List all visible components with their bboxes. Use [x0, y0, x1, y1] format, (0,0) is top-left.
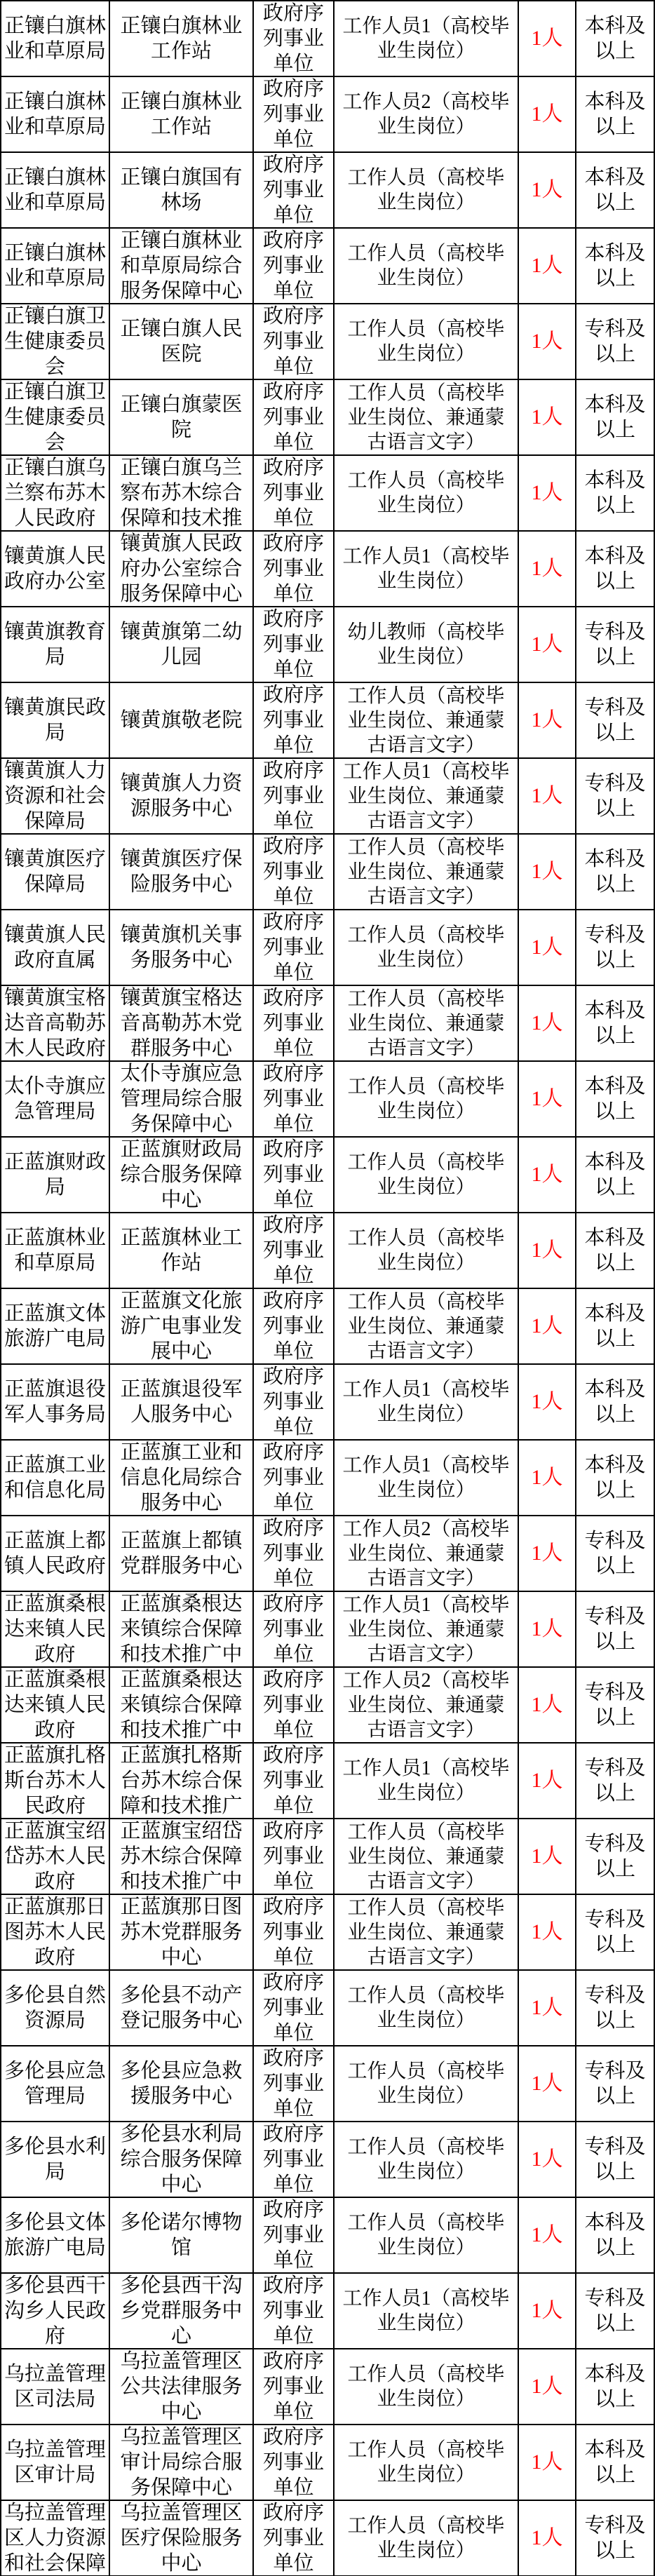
- cell-unit: 乌拉盖管理区医疗保险服务中心: [110, 2501, 254, 2576]
- table-row: [1, 229, 655, 304]
- cell-unit_type: 政府序列事业单位: [254, 1668, 335, 1744]
- cell-education: 本科及以上: [576, 1138, 655, 1213]
- cell-position: 工作人员2（高校毕业生岗位）: [335, 77, 519, 153]
- table-row: [1, 1895, 655, 1971]
- cell-position: 工作人员（高校毕业生岗位）: [335, 229, 519, 304]
- cell-unit_type: 政府序列事业单位: [254, 2501, 335, 2576]
- cell-unit: 镶黄旗敬老院: [110, 683, 254, 759]
- cell-position: 工作人员（高校毕业生岗位、兼通蒙古语言文字）: [335, 835, 519, 910]
- table-row: [1, 2425, 655, 2501]
- cell-education: 本科及以上: [576, 380, 655, 456]
- cell-dept: 正蓝旗财政局: [1, 1138, 110, 1213]
- cell-education: 专科及以上: [576, 2122, 655, 2198]
- cell-position: 工作人员（高校毕业生岗位、兼通蒙古语言文字）: [335, 1819, 519, 1895]
- cell-education: 专科及以上: [576, 1668, 655, 1744]
- table-row: [1, 1592, 655, 1668]
- cell-education: 专科及以上: [576, 2501, 655, 2576]
- cell-dept: 乌拉盖管理区司法局: [1, 2349, 110, 2425]
- cell-unit_type: 政府序列事业单位: [254, 2046, 335, 2122]
- cell-unit_type: 政府序列事业单位: [254, 1062, 335, 1138]
- cell-unit_type: 政府序列事业单位: [254, 304, 335, 380]
- cell-position: 工作人员（高校毕业生岗位、兼通蒙古语言文字）: [335, 1895, 519, 1971]
- table-row: [1, 532, 655, 607]
- cell-education: 专科及以上: [576, 1895, 655, 1971]
- cell-dept: 正镶白旗林业和草原局: [1, 77, 110, 153]
- cell-headcount: 1人: [519, 1062, 576, 1138]
- cell-education: 本科及以上: [576, 1441, 655, 1516]
- cell-unit: 多伦县西干沟乡党群服务中心: [110, 2274, 254, 2349]
- cell-headcount: 1人: [519, 1895, 576, 1971]
- cell-education: 本科及以上: [576, 1, 655, 77]
- table-row: [1, 153, 655, 229]
- table-row: [1, 986, 655, 1062]
- cell-headcount: 1人: [519, 1138, 576, 1213]
- table-row: [1, 910, 655, 986]
- cell-dept: 正镶白旗乌兰察布苏木人民政府: [1, 456, 110, 532]
- cell-headcount: 1人: [519, 2425, 576, 2501]
- cell-headcount: 1人: [519, 2046, 576, 2122]
- cell-position: 幼儿教师（高校毕业生岗位）: [335, 607, 519, 683]
- cell-unit: 正蓝旗那日图苏木党群服务中心: [110, 1895, 254, 1971]
- cell-dept: 乌拉盖管理区审计局: [1, 2425, 110, 2501]
- cell-unit_type: 政府序列事业单位: [254, 456, 335, 532]
- cell-unit_type: 政府序列事业单位: [254, 2425, 335, 2501]
- table-row: [1, 835, 655, 910]
- cell-position: 工作人员（高校毕业生岗位）: [335, 153, 519, 229]
- cell-dept: 镶黄旗民政局: [1, 683, 110, 759]
- cell-unit_type: 政府序列事业单位: [254, 835, 335, 910]
- cell-dept: 正蓝旗上都镇人民政府: [1, 1516, 110, 1592]
- cell-position: 工作人员（高校毕业生岗位）: [335, 1971, 519, 2046]
- cell-unit_type: 政府序列事业单位: [254, 1516, 335, 1592]
- table-row: [1, 1819, 655, 1895]
- cell-education: 专科及以上: [576, 1744, 655, 1819]
- cell-unit: 正镶白旗乌兰察布苏木综合保障和技术推: [110, 456, 254, 532]
- cell-position: 工作人员（高校毕业生岗位）: [335, 1062, 519, 1138]
- cell-dept: 正镶白旗林业和草原局: [1, 229, 110, 304]
- table-row: [1, 1516, 655, 1592]
- cell-education: 专科及以上: [576, 1819, 655, 1895]
- cell-headcount: 1人: [519, 229, 576, 304]
- cell-unit_type: 政府序列事业单位: [254, 153, 335, 229]
- table-row: [1, 1, 655, 77]
- cell-unit: 镶黄旗医疗保险服务中心: [110, 835, 254, 910]
- table-row: [1, 1138, 655, 1213]
- cell-position: 工作人员（高校毕业生岗位、兼通蒙古语言文字）: [335, 1289, 519, 1365]
- table-row: [1, 1441, 655, 1516]
- cell-education: 专科及以上: [576, 759, 655, 835]
- table-row: [1, 2198, 655, 2274]
- cell-education: 本科及以上: [576, 1062, 655, 1138]
- table-row: [1, 1668, 655, 1744]
- cell-dept: 正蓝旗那日图苏木人民政府: [1, 1895, 110, 1971]
- cell-unit_type: 政府序列事业单位: [254, 2198, 335, 2274]
- cell-unit_type: 政府序列事业单位: [254, 2274, 335, 2349]
- cell-education: 本科及以上: [576, 2349, 655, 2425]
- cell-dept: 正镶白旗卫生健康委员会: [1, 380, 110, 456]
- cell-position: 工作人员1（高校毕业生岗位）: [335, 1441, 519, 1516]
- cell-unit_type: 政府序列事业单位: [254, 77, 335, 153]
- cell-unit: 正蓝旗林业工作站: [110, 1213, 254, 1289]
- table-row: [1, 1744, 655, 1819]
- cell-unit: 正蓝旗宝绍岱苏木综合保障和技术推广中: [110, 1819, 254, 1895]
- cell-headcount: 1人: [519, 835, 576, 910]
- cell-unit_type: 政府序列事业单位: [254, 759, 335, 835]
- cell-dept: 镶黄旗医疗保障局: [1, 835, 110, 910]
- cell-headcount: 1人: [519, 1365, 576, 1441]
- cell-headcount: 1人: [519, 607, 576, 683]
- cell-unit_type: 政府序列事业单位: [254, 1213, 335, 1289]
- cell-education: 专科及以上: [576, 2046, 655, 2122]
- cell-unit: 正镶白旗蒙医院: [110, 380, 254, 456]
- cell-position: 工作人员1（高校毕业生岗位）: [335, 2274, 519, 2349]
- table-row: [1, 607, 655, 683]
- cell-dept: 正镶白旗林业和草原局: [1, 1, 110, 77]
- cell-headcount: 1人: [519, 77, 576, 153]
- cell-education: 本科及以上: [576, 835, 655, 910]
- cell-position: 工作人员（高校毕业生岗位）: [335, 2425, 519, 2501]
- table-row: [1, 1213, 655, 1289]
- table-row: [1, 1062, 655, 1138]
- cell-headcount: 1人: [519, 1592, 576, 1668]
- cell-education: 本科及以上: [576, 77, 655, 153]
- cell-headcount: 1人: [519, 380, 576, 456]
- cell-unit: 正蓝旗桑根达来镇综合保障和技术推广中: [110, 1668, 254, 1744]
- cell-education: 专科及以上: [576, 304, 655, 380]
- cell-headcount: 1人: [519, 910, 576, 986]
- cell-headcount: 1人: [519, 1441, 576, 1516]
- cell-unit: 正镶白旗林业工作站: [110, 77, 254, 153]
- cell-unit: 正蓝旗退役军人服务中心: [110, 1365, 254, 1441]
- cell-dept: 正蓝旗扎格斯台苏木人民政府: [1, 1744, 110, 1819]
- cell-dept: 太仆寺旗应急管理局: [1, 1062, 110, 1138]
- cell-position: 工作人员2（高校毕业生岗位、兼通蒙古语言文字）: [335, 1668, 519, 1744]
- cell-position: 工作人员1（高校毕业生岗位）: [335, 532, 519, 607]
- cell-position: 工作人员（高校毕业生岗位）: [335, 2501, 519, 2576]
- table-row: [1, 380, 655, 456]
- cell-education: 专科及以上: [576, 1516, 655, 1592]
- cell-unit: 正蓝旗扎格斯台苏木综合保障和技术推广: [110, 1744, 254, 1819]
- cell-dept: 正蓝旗桑根达来镇人民政府: [1, 1668, 110, 1744]
- table-row: [1, 2349, 655, 2425]
- cell-headcount: 1人: [519, 1213, 576, 1289]
- cell-headcount: 1人: [519, 2198, 576, 2274]
- cell-unit_type: 政府序列事业单位: [254, 532, 335, 607]
- cell-position: 工作人员（高校毕业生岗位）: [335, 2349, 519, 2425]
- cell-headcount: 1人: [519, 1971, 576, 2046]
- cell-headcount: 1人: [519, 1744, 576, 1819]
- cell-unit: 镶黄旗第二幼儿园: [110, 607, 254, 683]
- cell-education: 专科及以上: [576, 607, 655, 683]
- cell-position: 工作人员（高校毕业生岗位）: [335, 456, 519, 532]
- cell-unit_type: 政府序列事业单位: [254, 1138, 335, 1213]
- table-row: [1, 759, 655, 835]
- cell-headcount: 1人: [519, 1516, 576, 1592]
- cell-unit_type: 政府序列事业单位: [254, 229, 335, 304]
- cell-unit_type: 政府序列事业单位: [254, 2349, 335, 2425]
- cell-unit: 正镶白旗人民医院: [110, 304, 254, 380]
- cell-unit: 正蓝旗上都镇党群服务中心: [110, 1516, 254, 1592]
- cell-dept: 镶黄旗教育局: [1, 607, 110, 683]
- cell-education: 本科及以上: [576, 2425, 655, 2501]
- cell-dept: 镶黄旗人民政府直属: [1, 910, 110, 986]
- cell-position: 工作人员（高校毕业生岗位）: [335, 1213, 519, 1289]
- cell-position: 工作人员（高校毕业生岗位）: [335, 2122, 519, 2198]
- cell-unit_type: 政府序列事业单位: [254, 380, 335, 456]
- table-row: [1, 683, 655, 759]
- cell-position: 工作人员（高校毕业生岗位）: [335, 910, 519, 986]
- cell-unit_type: 政府序列事业单位: [254, 607, 335, 683]
- cell-unit: 镶黄旗人力资源服务中心: [110, 759, 254, 835]
- cell-unit_type: 政府序列事业单位: [254, 2122, 335, 2198]
- cell-unit_type: 政府序列事业单位: [254, 1744, 335, 1819]
- cell-unit_type: 政府序列事业单位: [254, 910, 335, 986]
- cell-education: 本科及以上: [576, 532, 655, 607]
- cell-unit: 镶黄旗宝格达音髙勒苏木党群服务中心: [110, 986, 254, 1062]
- cell-education: 专科及以上: [576, 1971, 655, 2046]
- cell-dept: 正蓝旗桑根达来镇人民政府: [1, 1592, 110, 1668]
- cell-dept: 镶黄旗人民政府办公室: [1, 532, 110, 607]
- cell-unit: 乌拉盖管理区公共法律服务中心: [110, 2349, 254, 2425]
- cell-headcount: 1人: [519, 2274, 576, 2349]
- cell-headcount: 1人: [519, 153, 576, 229]
- cell-education: 专科及以上: [576, 1592, 655, 1668]
- cell-education: 专科及以上: [576, 683, 655, 759]
- cell-dept: 乌拉盖管理区人力资源和社会保障: [1, 2501, 110, 2576]
- cell-education: 本科及以上: [576, 153, 655, 229]
- cell-dept: 多伦县文体旅游广电局: [1, 2198, 110, 2274]
- table-row: [1, 2046, 655, 2122]
- cell-position: 工作人员1（高校毕业生岗位、兼通蒙古语言文字）: [335, 759, 519, 835]
- cell-unit: 多伦县不动产登记服务中心: [110, 1971, 254, 2046]
- cell-education: 本科及以上: [576, 2198, 655, 2274]
- cell-dept: 多伦县水利局: [1, 2122, 110, 2198]
- cell-education: 本科及以上: [576, 986, 655, 1062]
- cell-headcount: 1人: [519, 1, 576, 77]
- cell-dept: 镶黄旗人力资源和社会保障局: [1, 759, 110, 835]
- cell-position: 工作人员2（高校毕业生岗位、兼通蒙古语言文字）: [335, 1516, 519, 1592]
- table-row: [1, 304, 655, 380]
- cell-education: 专科及以上: [576, 910, 655, 986]
- cell-headcount: 1人: [519, 759, 576, 835]
- cell-education: 专科及以上: [576, 2274, 655, 2349]
- cell-headcount: 1人: [519, 1819, 576, 1895]
- cell-headcount: 1人: [519, 1668, 576, 1744]
- table-row: [1, 2122, 655, 2198]
- cell-dept: 多伦县自然资源局: [1, 1971, 110, 2046]
- table-row: [1, 456, 655, 532]
- cell-position: 工作人员（高校毕业生岗位）: [335, 304, 519, 380]
- cell-dept: 正蓝旗工业和信息化局: [1, 1441, 110, 1516]
- cell-unit: 镶黄旗机关事务服务中心: [110, 910, 254, 986]
- cell-position: 工作人员1（高校毕业生岗位）: [335, 1, 519, 77]
- cell-unit: 正蓝旗桑根达来镇综合保障和技术推广中: [110, 1592, 254, 1668]
- cell-dept: 正蓝旗文体旅游广电局: [1, 1289, 110, 1365]
- cell-dept: 多伦县应急管理局: [1, 2046, 110, 2122]
- cell-unit_type: 政府序列事业单位: [254, 1819, 335, 1895]
- cell-unit: 多伦诺尔博物馆: [110, 2198, 254, 2274]
- cell-education: 本科及以上: [576, 1213, 655, 1289]
- cell-unit_type: 政府序列事业单位: [254, 1971, 335, 2046]
- table-row: [1, 1365, 655, 1441]
- cell-unit: 正蓝旗财政局综合服务保障中心: [110, 1138, 254, 1213]
- table-row: [1, 77, 655, 153]
- cell-unit_type: 政府序列事业单位: [254, 1895, 335, 1971]
- cell-position: 工作人员（高校毕业生岗位、兼通蒙古语言文字）: [335, 986, 519, 1062]
- cell-headcount: 1人: [519, 532, 576, 607]
- cell-position: 工作人员（高校毕业生岗位）: [335, 2046, 519, 2122]
- cell-position: 工作人员（高校毕业生岗位、兼通蒙古语言文字）: [335, 683, 519, 759]
- cell-headcount: 1人: [519, 986, 576, 1062]
- cell-unit: 太仆寺旗应急管理局综合服务保障中心: [110, 1062, 254, 1138]
- cell-dept: 镶黄旗宝格达音高勒苏木人民政府: [1, 986, 110, 1062]
- cell-dept: 正镶白旗卫生健康委员会: [1, 304, 110, 380]
- table-row: [1, 2501, 655, 2576]
- cell-unit: 多伦县水利局综合服务保障中心: [110, 2122, 254, 2198]
- cell-unit_type: 政府序列事业单位: [254, 1, 335, 77]
- cell-position: 工作人员1（高校毕业生岗位、兼通蒙古语言文字）: [335, 1592, 519, 1668]
- table-row: [1, 1971, 655, 2046]
- cell-dept: 多伦县西干沟乡人民政府: [1, 2274, 110, 2349]
- table-row: [1, 1289, 655, 1365]
- cell-unit_type: 政府序列事业单位: [254, 1592, 335, 1668]
- cell-education: 本科及以上: [576, 1365, 655, 1441]
- table-row: [1, 2274, 655, 2349]
- cell-headcount: 1人: [519, 2122, 576, 2198]
- cell-unit_type: 政府序列事业单位: [254, 1289, 335, 1365]
- cell-position: 工作人员（高校毕业生岗位）: [335, 1138, 519, 1213]
- cell-position: 工作人员1（高校毕业生岗位）: [335, 1744, 519, 1819]
- cell-education: 本科及以上: [576, 229, 655, 304]
- cell-dept: 正蓝旗宝绍岱苏木人民政府: [1, 1819, 110, 1895]
- cell-unit: 镶黄旗人民政府办公室综合服务保障中心: [110, 532, 254, 607]
- cell-unit: 多伦县应急救援服务中心: [110, 2046, 254, 2122]
- cell-dept: 正镶白旗林业和草原局: [1, 153, 110, 229]
- cell-unit: 正蓝旗文化旅游广电事业发展中心: [110, 1289, 254, 1365]
- cell-unit_type: 政府序列事业单位: [254, 1441, 335, 1516]
- cell-unit: 乌拉盖管理区审计局综合服务保障中心: [110, 2425, 254, 2501]
- cell-unit: 正镶白旗林业工作站: [110, 1, 254, 77]
- cell-headcount: 1人: [519, 2349, 576, 2425]
- cell-unit: 正蓝旗工业和信息化局综合服务中心: [110, 1441, 254, 1516]
- cell-unit: 正镶白旗国有林场: [110, 153, 254, 229]
- cell-dept: 正蓝旗退役军人事务局: [1, 1365, 110, 1441]
- cell-unit: 正镶白旗林业和草原局综合服务保障中心: [110, 229, 254, 304]
- cell-headcount: 1人: [519, 304, 576, 380]
- cell-headcount: 1人: [519, 456, 576, 532]
- cell-position: 工作人员（高校毕业生岗位）: [335, 2198, 519, 2274]
- cell-unit_type: 政府序列事业单位: [254, 683, 335, 759]
- cell-dept: 正蓝旗林业和草原局: [1, 1213, 110, 1289]
- cell-headcount: 1人: [519, 1289, 576, 1365]
- cell-unit_type: 政府序列事业单位: [254, 1365, 335, 1441]
- cell-education: 本科及以上: [576, 456, 655, 532]
- cell-education: 本科及以上: [576, 1289, 655, 1365]
- cell-unit_type: 政府序列事业单位: [254, 986, 335, 1062]
- cell-headcount: 1人: [519, 683, 576, 759]
- cell-position: 工作人员1（高校毕业生岗位）: [335, 1365, 519, 1441]
- cell-position: 工作人员（高校毕业生岗位、兼通蒙古语言文字）: [335, 380, 519, 456]
- cell-headcount: 1人: [519, 2501, 576, 2576]
